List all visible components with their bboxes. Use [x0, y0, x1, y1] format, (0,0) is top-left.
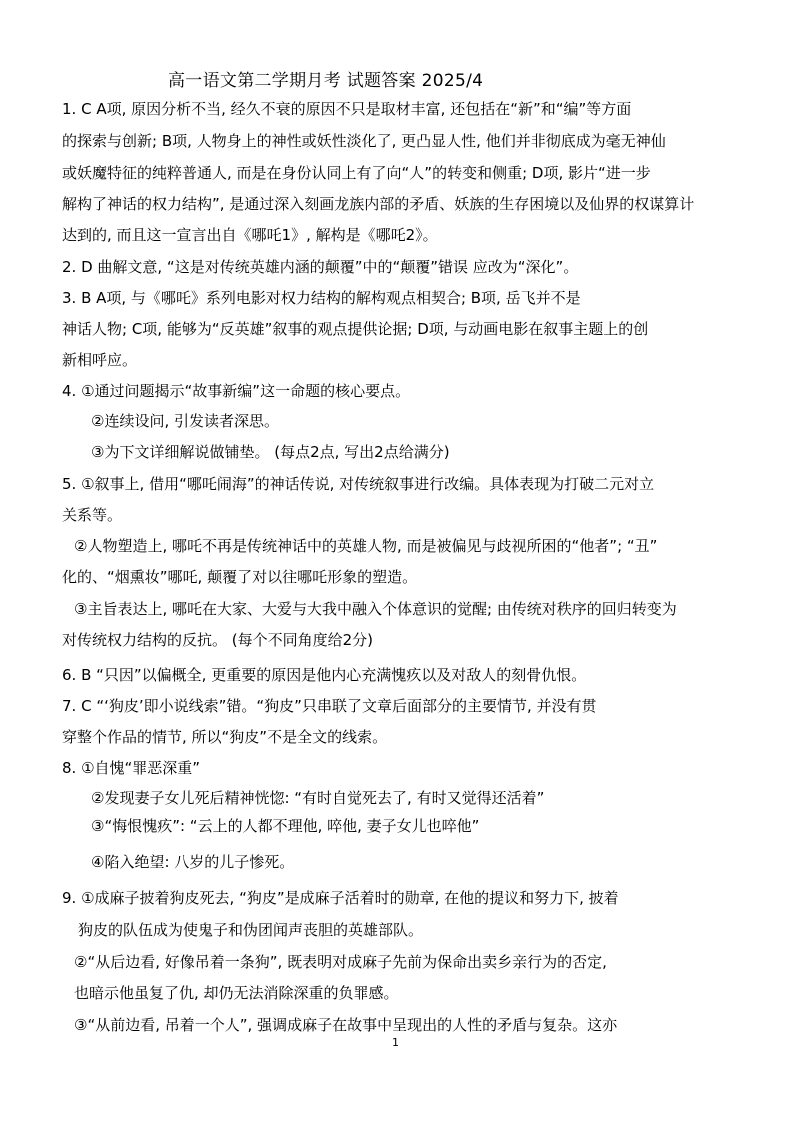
- text-line: 8. ①自愧“罪恶深重”: [62, 759, 201, 777]
- text-line: ②发现妻子女儿死后精神恍惚: “有时自觉死去了, 有时又觉得还活着”: [91, 789, 545, 807]
- text-line: ③“悔恨愧疚”: “云上的人都不理他, 啐他, 妻子女儿也啐他”: [91, 817, 480, 835]
- text-line: 3. B A项, 与《哪吒》系列电影对权力结构的解构观点相契合; B项, 岳飞并不是: [62, 289, 581, 307]
- text-line: 2. D 曲解文意, “这是对传统英雄内涵的颠覆”中的“颠覆”错误 应改为“深化”。: [62, 258, 579, 276]
- text-line: ③“从前边看, 吊着一个人”, 强调成麻子在故事中呈现出的人性的矛盾与复杂。这亦: [74, 1016, 618, 1034]
- text-line: ③主旨表达上, 哪吒在大家、大爱与大我中融入个体意识的觉醒; 由传统对秩序的回归转变为: [74, 600, 677, 618]
- text-line: ②“从后边看, 好像吊着一条狗”, 既表明对成麻子先前为保命出卖乡亲行为的否定,: [74, 953, 607, 971]
- text-line: 新相呼应。: [62, 351, 138, 369]
- text-line: ②连续设问, 引发读者深思。: [91, 412, 279, 430]
- text-line: 神话人物; C项, 能够为“反英雄”叙事的观点提供论据; D项, 与动画电影在叙事主题上的创: [62, 320, 649, 338]
- text-line: ②人物塑造上, 哪吒不再是传统神话中的英雄人物, 而是被偏见与歧视所困的“他者”; “丑”: [74, 537, 658, 555]
- text-line: ④陷入绝望: 八岁的儿子惨死。: [91, 853, 295, 871]
- text-line: 也暗示他虽复了仇, 却仍无法消除深重的负罪感。: [74, 984, 399, 1002]
- text-line: 或妖魔特征的纯粹普通人, 而是在身份认同上有了向“人”的转变和侧重; D项, 影片“进一步: [62, 164, 651, 182]
- text-line: 7. C “‘狗皮’即小说线索”错。“狗皮”只串联了文章后面部分的主要情节, 并没有贯: [62, 697, 597, 715]
- text-line: 达到的, 而且这一宣言出自《哪吒1》, 解构是《哪吒2》。: [62, 226, 438, 244]
- text-line: 的探索与创新; B项, 人物身上的神性或妖性淡化了, 更凸显人性, 他们并非彻底成为毫无神仙: [62, 132, 666, 150]
- text-line: 关系等。: [62, 506, 123, 524]
- text-line: 1. C A项, 原因分析不当, 经久不衰的原因不只是取材丰富, 还包括在“新”和“编”等方面: [62, 100, 632, 118]
- text-line: 化的、“烟熏妆”哪吒, 颠覆了对以往哪吒形象的塑造。: [62, 568, 418, 586]
- text-line: 对传统权力结构的反抗。 (每个不同角度给2分): [62, 631, 374, 649]
- text-line: 4. ①通过问题揭示“故事新编”这一命题的核心要点。: [62, 382, 411, 400]
- text-line: 狗皮的队伍成为使鬼子和伪团闻声丧胆的英雄部队。: [78, 921, 424, 939]
- text-line: 9. ①成麻子披着狗皮死去, “狗皮”是成麻子活着时的勋章, 在他的提议和努力下, 披着: [62, 889, 619, 907]
- document-title: 高一语文第二学期月考 试题答案 2025/4: [168, 71, 484, 91]
- text-line: 穿整个作品的情节, 所以“狗皮”不是全文的线索。: [62, 728, 388, 746]
- text-line: 解构了神话的权力结构”, 是通过深入刻画龙族内部的矛盾、妖族的生存困境以及仙界的权谋算计: [62, 195, 695, 213]
- text-line: ③为下文详细解说做铺垫。 (每点2点, 写出2点给满分): [91, 443, 450, 461]
- text-line: 6. B “只因”以偏概全, 更重要的原因是他内心充满愧疚以及对敌人的刻骨仇恨。: [62, 666, 587, 684]
- page-number: 1: [392, 1036, 399, 1049]
- text-line: 5. ①叙事上, 借用“哪吒闹海”的神话传说, 对传统叙事进行改编。具体表现为打破二元对立: [62, 475, 655, 493]
